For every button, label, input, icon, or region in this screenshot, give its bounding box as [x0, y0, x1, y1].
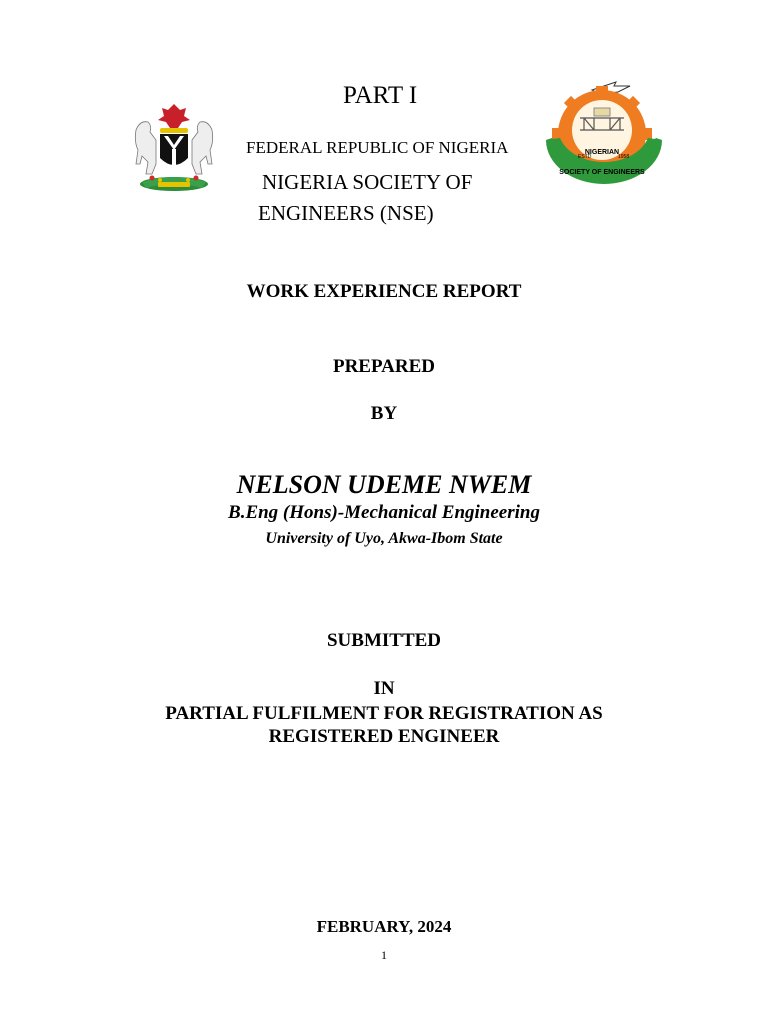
in-label: IN	[373, 678, 395, 699]
part-title: PART I	[343, 82, 418, 109]
nse-gear-logo-icon	[538, 78, 670, 186]
society-heading-line1: NIGERIA SOCIETY OF	[262, 170, 473, 194]
author-name: NELSON UDEME NWEM	[236, 470, 532, 499]
submitted-label: SUBMITTED	[326, 630, 442, 651]
author-degree: B.Eng (Hons)-Mechanical Engineering	[228, 502, 540, 523]
prepared-label: PREPARED	[332, 356, 436, 377]
page-number: 1	[381, 948, 387, 962]
nigeria-coat-of-arms-icon	[128, 100, 220, 194]
republic-heading: FEDERAL REPUBLIC OF NIGERIA	[246, 138, 509, 157]
by-label: BY	[370, 403, 398, 424]
purpose-line2: REGISTERED ENGINEER	[268, 726, 500, 747]
author-university: University of Uyo, Akwa-Ibom State	[265, 530, 503, 547]
report-date: FEBRUARY, 2024	[316, 917, 452, 936]
report-title: WORK EXPERIENCE REPORT	[246, 281, 522, 302]
nse-logo-text-bottom: SOCIETY OF ENGINEERS	[559, 169, 645, 176]
nse-logo-text-top: NIGERIAN	[584, 149, 620, 156]
nse-logo-year: 1958	[618, 154, 630, 160]
nse-logo-est: ESTD	[578, 154, 592, 160]
purpose-line1: PARTIAL FULFILMENT FOR REGISTRATION AS	[165, 703, 603, 724]
society-heading-line2: ENGINEERS (NSE)	[258, 201, 434, 225]
